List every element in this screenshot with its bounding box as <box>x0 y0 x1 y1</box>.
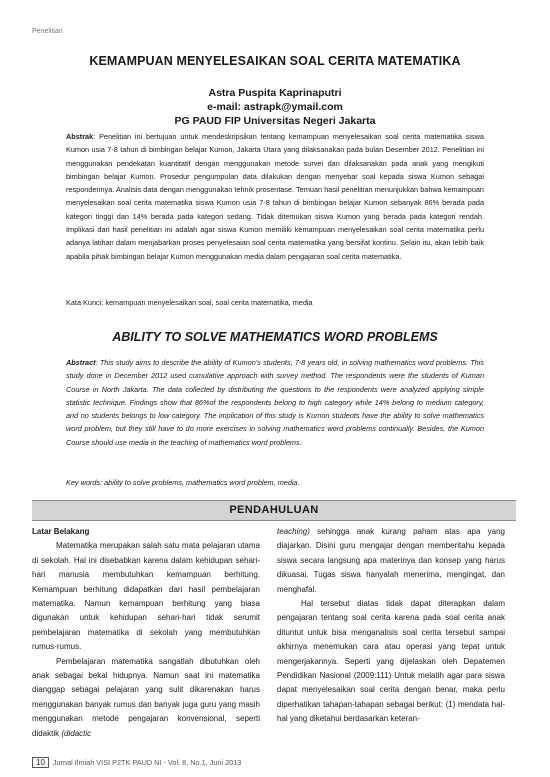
journal-citation: Jurnal Ilmiah VISI P2TK PAUD NI - Vol. 8, No.1, Juni 2013 <box>52 758 242 767</box>
paragraph-text: Pembelajaran matematika sangatlah dibutuhkan oleh anak sebagai bekal hidupnya. Namun saat ini matematika dianggap sebagai pelajaran yang sulit dikarenakan harus menggunakan banyak rumus dan banyak juga guru yang masih menggunakan metode pengajaran konvensional, seperti didaktik <box>32 656 260 738</box>
paragraph: Matematika merupakan salah satu mata pelajaran utama di sekolah. Hal ini disebabkan karena dalam kehidupan sehari-hari manusia membutuhkan kemampuan berhitung. Kemampuan berhitung didapatkan dari hasil pembelajaran matematika. Namun kemampuan berhitung yang biasa digunakan untuk kehidupan sehari-hari tidak serumit pembelajaran matematika di sekolah yang membutuhkan rumus-rumus. <box>32 541 260 652</box>
paragraph: Hal tersebut diatas tidak dapat diterapkan dalam pengajaran tentang soal cerita karena pada soal cerita anak dituntut untuk bisa menganalisis soal cerita tersebut sampai akhirnya menemukan cara atau operasi yang tepat untuk mengerjakannya. Seperti yang dijelaskan oleh Depatemen Pendidikan Nasional (2009:111) Untuk melatih agar para siswa dapat menyelesaikan soal cerita dengan benar, maka perlu diperhatikan tahapan-tahapan sebagai berikut: (1) mendata hal-hal yang diketahui berdasarkan keteran- <box>277 599 505 724</box>
keywords-indonesian: Kata Kunci: kemampuan menyelesaikan soal, soal cerita matematika, media <box>66 298 313 307</box>
running-head: Penelitian <box>32 28 63 35</box>
subheading: Latar Belakang <box>32 527 90 536</box>
paragraph-text: sehingga anak kurang paham atas apa yang diajarkan. Disini guru mengajar dengan memberitahu kepada siswa secara langsung apa materinya dan konsep yang harus dikuasai. Tugas siswa hanyalah menerima, mengingat, dan menghafal. <box>277 527 505 594</box>
page-number: 10 <box>32 757 49 768</box>
abstract-text: : Penelitian ini bertujuan untuk mendeskripsikan tentang kemampuan menyelesaikan soal cerita matematika siswa Kumon usia 7-8 tahun di bimbingan belajar Kumon, Jakarta Utara yang dilaksanakan pada bulan Desember 2012. Penelitian ini menggunakan pendekatan kuantitatif dengan menggunakan metode survei dan dilaksanakan pada anak yang mengikuti bimbingan belajar Kumon. Prosedur pengumpulan data dilakukan dengan menyebar soal kepada siswa Kumon sebagai respondennya. Analisis data dengan menggunakan tehnik prosentase. Temuan hasil penelitian menunjukkan bahwa kemampuan menyelesaikan soal cerita matematika siswa Kumon usia 7-8 tahun di bimbingan belajar Kumon sebanyak 86% berada pada kategori tinggi dan 14% berada pada kategori sedang. Tidak ditemukan siswa Kumon yang berada pada kategori rendah. Implikasi dari hasil penelitian ini adalah agar siswa Kumon memiliki kemampuan menyelesaikan soal cerita matematika perlu adanya latihan dalam menjabarkan proses penyelesaian soal cerita matematika yang bersifat kontinu. Selain itu, akan lebih baik apabila pihak bimbingan belajar Kumon menggunakan media dalam pengajaran soal cerita matematika. <box>66 132 484 261</box>
paragraph <box>32 655 260 741</box>
abstract-english <box>66 356 484 449</box>
author-name: Astra Puspita Kaprinaputri <box>208 87 342 99</box>
english-title: ABILITY TO SOLVE MATHEMATICS WORD PROBLEMS <box>112 330 438 344</box>
article-title: KEMAMPUAN MENYELESAIKAN SOAL CERITA MATEMATIKA <box>89 54 461 68</box>
keywords-english: Key words: ability to solve problems, mathematics word problem, media. <box>66 478 300 487</box>
abstract-indonesian <box>66 130 484 263</box>
abstract-label: Abstrak <box>66 132 94 141</box>
italic-term: teaching) <box>277 527 310 536</box>
paragraph <box>277 525 505 597</box>
author-block <box>0 86 550 128</box>
section-heading: PENDAHULUAN <box>32 500 516 521</box>
italic-term: (didactic <box>61 728 92 738</box>
abstract-en-label: Abstract <box>66 358 96 367</box>
left-column <box>32 525 260 741</box>
abstract-en-text: : This study aims to describe the ability of Kumon's students, 7-8 years old, in solving mathematics word problems. This study done in December 2012 used cumulative approach with survey method. The respondents were the students of Kuman Course in North Jakarta. The data collected by distributing the questions to the respondents were analyzed applying simple statistic technique. Findings show that 86%of the respondents belong to high category while 14% belong to medium category, and no students belongs to low category. The implication of this study is Kumon students have the ability to solve mathematics word problem, but they still have to do more exercises in solving mathematics word problems continually. Besides, the Kumon Course should use media in the teaching of mathematics word problems. <box>66 358 484 447</box>
author-email: e-mail: astrapk@ymail.com <box>207 101 343 113</box>
right-column <box>277 525 505 727</box>
author-affiliation: PG PAUD FIP Universitas Negeri Jakarta <box>174 115 376 127</box>
footer <box>32 757 241 768</box>
